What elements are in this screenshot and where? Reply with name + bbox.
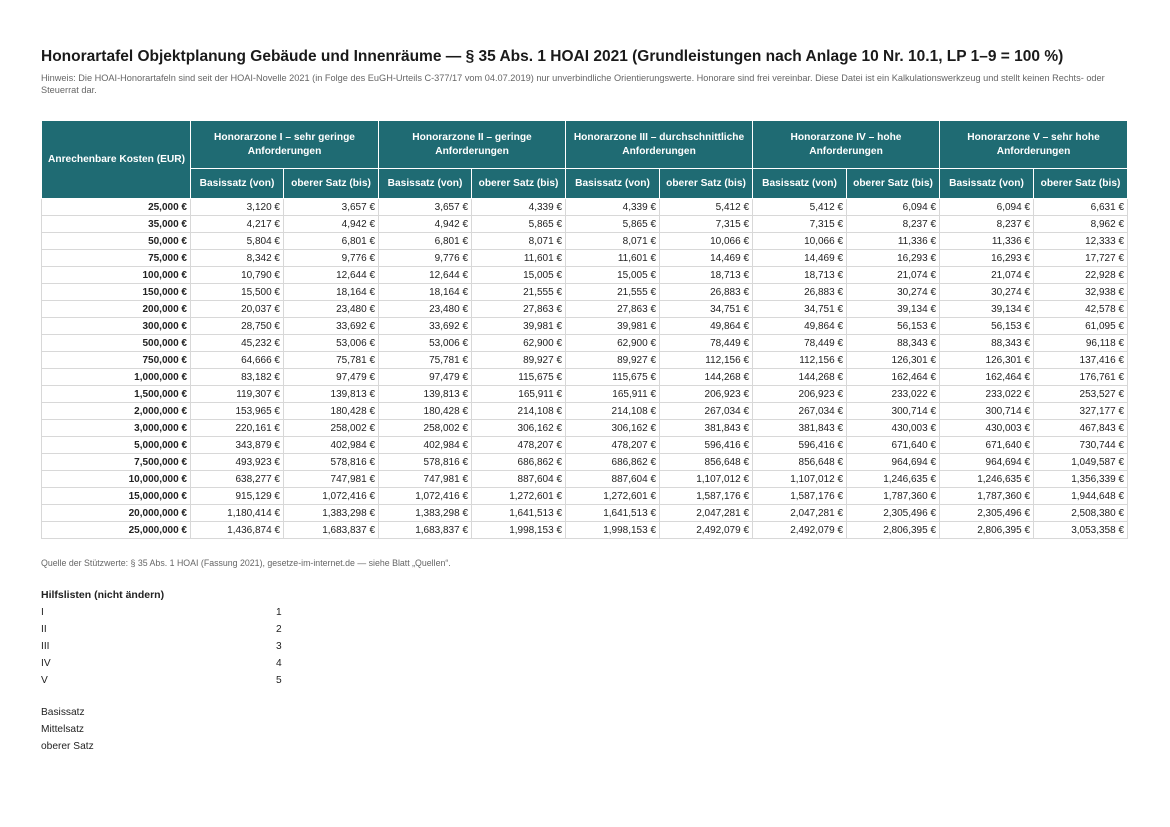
fee-cell: 1,436,874 € xyxy=(191,522,284,539)
table-row xyxy=(42,505,1128,522)
fee-cell: 4,217 € xyxy=(191,216,284,233)
fee-cell: 306,162 € xyxy=(566,420,660,437)
cost-cell: 15,000,000 € xyxy=(42,488,191,505)
rate-header: oberer Satz (bis) xyxy=(472,169,566,199)
fee-cell: 112,156 € xyxy=(753,352,847,369)
fee-cell: 747,981 € xyxy=(379,471,472,488)
fee-cell: 39,981 € xyxy=(566,318,660,335)
cost-cell: 50,000 € xyxy=(42,233,191,250)
helper-zone-value: 1 xyxy=(276,607,282,618)
rate-header: oberer Satz (bis) xyxy=(847,169,940,199)
fee-cell: 4,942 € xyxy=(284,216,379,233)
helper-zone-value: 3 xyxy=(276,641,282,652)
fee-cell: 686,862 € xyxy=(472,454,566,471)
fee-cell: 162,464 € xyxy=(940,369,1034,386)
fee-cell: 139,813 € xyxy=(284,386,379,403)
fee-cell: 2,806,395 € xyxy=(940,522,1034,539)
cost-cell: 150,000 € xyxy=(42,284,191,301)
rate-header: oberer Satz (bis) xyxy=(284,169,379,199)
fee-cell: 5,865 € xyxy=(472,216,566,233)
fee-cell: 327,177 € xyxy=(1034,403,1128,420)
fee-cell: 4,339 € xyxy=(566,199,660,216)
fee-cell: 1,787,360 € xyxy=(940,488,1034,505)
fee-cell: 9,776 € xyxy=(284,250,379,267)
fee-cell: 23,480 € xyxy=(379,301,472,318)
fee-cell: 17,727 € xyxy=(1034,250,1128,267)
fee-cell: 78,449 € xyxy=(753,335,847,352)
fee-cell: 2,305,496 € xyxy=(940,505,1034,522)
zone-header: Honorarzone V – sehr hohe Anforderungen xyxy=(940,121,1128,169)
fee-cell: 7,315 € xyxy=(660,216,753,233)
fee-cell: 180,428 € xyxy=(379,403,472,420)
fee-cell: 33,692 € xyxy=(379,318,472,335)
fee-cell: 1,998,153 € xyxy=(566,522,660,539)
fee-cell: 39,981 € xyxy=(472,318,566,335)
rate-header: oberer Satz (bis) xyxy=(1034,169,1128,199)
fee-cell: 78,449 € xyxy=(660,335,753,352)
fee-cell: 139,813 € xyxy=(379,386,472,403)
fee-table xyxy=(41,120,1128,539)
fee-cell: 119,307 € xyxy=(191,386,284,403)
cost-cell: 1,000,000 € xyxy=(42,369,191,386)
fee-cell: 21,555 € xyxy=(472,284,566,301)
fee-cell: 1,246,635 € xyxy=(940,471,1034,488)
fee-cell: 2,047,281 € xyxy=(753,505,847,522)
fee-cell: 381,843 € xyxy=(753,420,847,437)
rate-header: Basissatz (von) xyxy=(566,169,660,199)
table-row xyxy=(42,250,1128,267)
fee-cell: 730,744 € xyxy=(1034,437,1128,454)
fee-cell: 1,356,339 € xyxy=(1034,471,1128,488)
fee-cell: 206,923 € xyxy=(660,386,753,403)
fee-cell: 596,416 € xyxy=(660,437,753,454)
helper-rate-item: Basissatz xyxy=(41,707,85,718)
fee-cell: 1,683,837 € xyxy=(379,522,472,539)
cost-cell: 20,000,000 € xyxy=(42,505,191,522)
fee-cell: 887,604 € xyxy=(566,471,660,488)
fee-cell: 1,944,648 € xyxy=(1034,488,1128,505)
helper-zone-label: III xyxy=(41,641,50,652)
fee-cell: 6,801 € xyxy=(284,233,379,250)
fee-cell: 1,641,513 € xyxy=(566,505,660,522)
fee-cell: 6,094 € xyxy=(847,199,940,216)
fee-cell: 97,479 € xyxy=(284,369,379,386)
fee-cell: 887,604 € xyxy=(472,471,566,488)
fee-cell: 26,883 € xyxy=(660,284,753,301)
fee-cell: 14,469 € xyxy=(753,250,847,267)
fee-cell: 115,675 € xyxy=(472,369,566,386)
fee-cell: 14,469 € xyxy=(660,250,753,267)
zone-header-row xyxy=(42,121,1128,169)
cost-cell: 10,000,000 € xyxy=(42,471,191,488)
fee-cell: 964,694 € xyxy=(847,454,940,471)
fee-cell: 9,776 € xyxy=(379,250,472,267)
helper-zone-value: 2 xyxy=(276,624,282,635)
helper-zone-value: 4 xyxy=(276,658,282,669)
fee-cell: 4,942 € xyxy=(379,216,472,233)
table-row xyxy=(42,216,1128,233)
page-title: Honorartafel Objektplanung Gebäude und Innenräume — § 35 Abs. 1 HOAI 2021 (Grundleistungen nach Anlage 10 Nr. 10.1, LP 1–9 = 100 %) xyxy=(41,48,1064,65)
fee-cell: 8,237 € xyxy=(940,216,1034,233)
cost-cell: 1,500,000 € xyxy=(42,386,191,403)
fee-cell: 32,938 € xyxy=(1034,284,1128,301)
cost-cell: 5,000,000 € xyxy=(42,437,191,454)
fee-cell: 402,984 € xyxy=(284,437,379,454)
fee-cell: 112,156 € xyxy=(660,352,753,369)
cost-cell: 25,000,000 € xyxy=(42,522,191,539)
fee-cell: 18,164 € xyxy=(284,284,379,301)
fee-cell: 1,180,414 € xyxy=(191,505,284,522)
fee-cell: 1,383,298 € xyxy=(379,505,472,522)
fee-cell: 39,134 € xyxy=(940,301,1034,318)
fee-cell: 478,207 € xyxy=(472,437,566,454)
cost-cell: 25,000 € xyxy=(42,199,191,216)
fee-cell: 62,900 € xyxy=(566,335,660,352)
fee-cell: 153,965 € xyxy=(191,403,284,420)
fee-cell: 253,527 € xyxy=(1034,386,1128,403)
table-row xyxy=(42,233,1128,250)
fee-cell: 165,911 € xyxy=(566,386,660,403)
fee-cell: 467,843 € xyxy=(1034,420,1128,437)
fee-cell: 671,640 € xyxy=(847,437,940,454)
fee-cell: 233,022 € xyxy=(847,386,940,403)
table-row xyxy=(42,437,1128,454)
helper-zone-value: 5 xyxy=(276,675,282,686)
fee-cell: 21,074 € xyxy=(847,267,940,284)
table-row xyxy=(42,318,1128,335)
fee-cell: 45,232 € xyxy=(191,335,284,352)
table-row xyxy=(42,454,1128,471)
rate-header: Basissatz (von) xyxy=(753,169,847,199)
fee-cell: 53,006 € xyxy=(284,335,379,352)
cost-cell: 3,000,000 € xyxy=(42,420,191,437)
fee-cell: 1,683,837 € xyxy=(284,522,379,539)
rate-header: oberer Satz (bis) xyxy=(660,169,753,199)
helper-rate-item: oberer Satz xyxy=(41,741,94,752)
fee-cell: 12,644 € xyxy=(379,267,472,284)
table-row xyxy=(42,284,1128,301)
fee-cell: 1,246,635 € xyxy=(847,471,940,488)
fee-cell: 5,865 € xyxy=(566,216,660,233)
fee-cell: 12,333 € xyxy=(1034,233,1128,250)
fee-cell: 137,416 € xyxy=(1034,352,1128,369)
fee-cell: 61,095 € xyxy=(1034,318,1128,335)
cost-cell: 300,000 € xyxy=(42,318,191,335)
fee-cell: 49,864 € xyxy=(660,318,753,335)
table-row xyxy=(42,403,1128,420)
fee-cell: 2,806,395 € xyxy=(847,522,940,539)
corner-header: Anrechenbare Kosten (EUR) xyxy=(42,121,191,199)
table-row xyxy=(42,386,1128,403)
fee-cell: 20,037 € xyxy=(191,301,284,318)
fee-cell: 1,587,176 € xyxy=(660,488,753,505)
fee-cell: 578,816 € xyxy=(379,454,472,471)
fee-cell: 15,005 € xyxy=(566,267,660,284)
fee-cell: 267,034 € xyxy=(660,403,753,420)
fee-cell: 89,927 € xyxy=(566,352,660,369)
table-row xyxy=(42,471,1128,488)
fee-cell: 34,751 € xyxy=(753,301,847,318)
fee-cell: 53,006 € xyxy=(379,335,472,352)
fee-cell: 267,034 € xyxy=(753,403,847,420)
fee-cell: 8,071 € xyxy=(566,233,660,250)
rate-header-row xyxy=(42,169,1128,199)
fee-cell: 62,900 € xyxy=(472,335,566,352)
fee-cell: 11,336 € xyxy=(847,233,940,250)
fee-cell: 49,864 € xyxy=(753,318,847,335)
fee-cell: 1,787,360 € xyxy=(847,488,940,505)
helper-zone-label: V xyxy=(41,675,48,686)
fee-cell: 6,094 € xyxy=(940,199,1034,216)
fee-table-body xyxy=(42,199,1128,539)
fee-cell: 8,342 € xyxy=(191,250,284,267)
helper-zone-label: II xyxy=(41,624,47,635)
fee-cell: 42,578 € xyxy=(1034,301,1128,318)
fee-cell: 2,047,281 € xyxy=(660,505,753,522)
rate-header: Basissatz (von) xyxy=(379,169,472,199)
fee-cell: 3,120 € xyxy=(191,199,284,216)
fee-cell: 33,692 € xyxy=(284,318,379,335)
fee-cell: 258,002 € xyxy=(379,420,472,437)
fee-cell: 206,923 € xyxy=(753,386,847,403)
fee-cell: 2,492,079 € xyxy=(753,522,847,539)
fee-cell: 10,066 € xyxy=(753,233,847,250)
fee-cell: 220,161 € xyxy=(191,420,284,437)
fee-cell: 596,416 € xyxy=(753,437,847,454)
fee-cell: 6,801 € xyxy=(379,233,472,250)
fee-cell: 22,928 € xyxy=(1034,267,1128,284)
table-row xyxy=(42,267,1128,284)
fee-cell: 6,631 € xyxy=(1034,199,1128,216)
fee-cell: 12,644 € xyxy=(284,267,379,284)
fee-cell: 343,879 € xyxy=(191,437,284,454)
cost-cell: 750,000 € xyxy=(42,352,191,369)
fee-cell: 214,108 € xyxy=(472,403,566,420)
fee-cell: 126,301 € xyxy=(847,352,940,369)
fee-cell: 23,480 € xyxy=(284,301,379,318)
fee-cell: 402,984 € xyxy=(379,437,472,454)
fee-cell: 97,479 € xyxy=(379,369,472,386)
fee-cell: 18,713 € xyxy=(660,267,753,284)
fee-cell: 10,790 € xyxy=(191,267,284,284)
fee-cell: 430,003 € xyxy=(847,420,940,437)
fee-cell: 83,182 € xyxy=(191,369,284,386)
fee-cell: 4,339 € xyxy=(472,199,566,216)
fee-cell: 34,751 € xyxy=(660,301,753,318)
cost-cell: 35,000 € xyxy=(42,216,191,233)
rate-header: Basissatz (von) xyxy=(940,169,1034,199)
disclaimer-note: Hinweis: Die HOAI-Honorartafeln sind seit der HOAI-Novelle 2021 (in Folge des EuGH-Urteils C-377/17 vom 04.07.2019) nur unverbindliche Orientierungswerte. Honorare sind frei vereinbar. Diese Datei ist ein Kalkulationswerkzeug und stellt keinen Rechts- oder Steuerrat dar. xyxy=(41,73,1105,95)
cost-cell: 200,000 € xyxy=(42,301,191,318)
fee-cell: 64,666 € xyxy=(191,352,284,369)
cost-cell: 2,000,000 € xyxy=(42,403,191,420)
fee-cell: 300,714 € xyxy=(847,403,940,420)
fee-cell: 747,981 € xyxy=(284,471,379,488)
zone-header: Honorarzone III – durchschnittliche Anforderungen xyxy=(566,121,753,169)
fee-cell: 144,268 € xyxy=(660,369,753,386)
fee-cell: 1,641,513 € xyxy=(472,505,566,522)
table-row xyxy=(42,522,1128,539)
fee-cell: 26,883 € xyxy=(753,284,847,301)
zone-header: Honorarzone II – geringe Anforderungen xyxy=(379,121,566,169)
fee-cell: 16,293 € xyxy=(847,250,940,267)
fee-cell: 88,343 € xyxy=(847,335,940,352)
fee-cell: 306,162 € xyxy=(472,420,566,437)
fee-cell: 1,587,176 € xyxy=(753,488,847,505)
zone-header: Honorarzone I – sehr geringe Anforderungen xyxy=(191,121,379,169)
fee-cell: 75,781 € xyxy=(379,352,472,369)
fee-cell: 89,927 € xyxy=(472,352,566,369)
fee-cell: 15,005 € xyxy=(472,267,566,284)
fee-cell: 18,713 € xyxy=(753,267,847,284)
fee-cell: 7,315 € xyxy=(753,216,847,233)
fee-cell: 16,293 € xyxy=(940,250,1034,267)
source-note: Quelle der Stützwerte: § 35 Abs. 1 HOAI (Fassung 2021), gesetze-im-internet.de — siehe Blatt „Quellen“. xyxy=(41,558,451,568)
fee-cell: 381,843 € xyxy=(660,420,753,437)
fee-cell: 39,134 € xyxy=(847,301,940,318)
fee-cell: 30,274 € xyxy=(940,284,1034,301)
fee-cell: 1,072,416 € xyxy=(379,488,472,505)
fee-cell: 11,601 € xyxy=(566,250,660,267)
fee-cell: 126,301 € xyxy=(940,352,1034,369)
table-row xyxy=(42,335,1128,352)
table-row xyxy=(42,420,1128,437)
fee-cell: 856,648 € xyxy=(753,454,847,471)
fee-cell: 165,911 € xyxy=(472,386,566,403)
fee-cell: 1,383,298 € xyxy=(284,505,379,522)
fee-cell: 686,862 € xyxy=(566,454,660,471)
fee-cell: 964,694 € xyxy=(940,454,1034,471)
fee-cell: 1,072,416 € xyxy=(284,488,379,505)
fee-cell: 5,412 € xyxy=(753,199,847,216)
fee-cell: 1,049,587 € xyxy=(1034,454,1128,471)
fee-cell: 8,071 € xyxy=(472,233,566,250)
fee-cell: 75,781 € xyxy=(284,352,379,369)
rate-header: Basissatz (von) xyxy=(191,169,284,199)
fee-cell: 28,750 € xyxy=(191,318,284,335)
cost-cell: 500,000 € xyxy=(42,335,191,352)
cost-cell: 100,000 € xyxy=(42,267,191,284)
fee-cell: 27,863 € xyxy=(566,301,660,318)
fee-cell: 1,107,012 € xyxy=(660,471,753,488)
fee-cell: 30,274 € xyxy=(847,284,940,301)
table-row xyxy=(42,199,1128,216)
helper-lists-title: Hilfslisten (nicht ändern) xyxy=(41,589,165,601)
fee-cell: 3,657 € xyxy=(379,199,472,216)
fee-cell: 8,962 € xyxy=(1034,216,1128,233)
fee-cell: 3,657 € xyxy=(284,199,379,216)
cost-cell: 7,500,000 € xyxy=(42,454,191,471)
table-row xyxy=(42,301,1128,318)
fee-cell: 478,207 € xyxy=(566,437,660,454)
fee-cell: 56,153 € xyxy=(847,318,940,335)
fee-cell: 1,272,601 € xyxy=(566,488,660,505)
fee-cell: 2,305,496 € xyxy=(847,505,940,522)
helper-zone-label: I xyxy=(41,607,44,618)
fee-cell: 144,268 € xyxy=(753,369,847,386)
fee-cell: 493,923 € xyxy=(191,454,284,471)
table-row xyxy=(42,369,1128,386)
fee-cell: 3,053,358 € xyxy=(1034,522,1128,539)
fee-cell: 1,107,012 € xyxy=(753,471,847,488)
fee-cell: 88,343 € xyxy=(940,335,1034,352)
fee-cell: 856,648 € xyxy=(660,454,753,471)
fee-cell: 27,863 € xyxy=(472,301,566,318)
fee-cell: 18,164 € xyxy=(379,284,472,301)
fee-cell: 162,464 € xyxy=(847,369,940,386)
fee-cell: 1,272,601 € xyxy=(472,488,566,505)
fee-cell: 96,118 € xyxy=(1034,335,1128,352)
fee-cell: 671,640 € xyxy=(940,437,1034,454)
fee-cell: 180,428 € xyxy=(284,403,379,420)
cost-cell: 75,000 € xyxy=(42,250,191,267)
helper-zone-label: IV xyxy=(41,658,51,669)
fee-cell: 5,804 € xyxy=(191,233,284,250)
helper-rate-item: Mittelsatz xyxy=(41,724,85,735)
zone-header: Honorarzone IV – hohe Anforderungen xyxy=(753,121,940,169)
fee-cell: 578,816 € xyxy=(284,454,379,471)
fee-cell: 1,998,153 € xyxy=(472,522,566,539)
table-row xyxy=(42,488,1128,505)
fee-cell: 258,002 € xyxy=(284,420,379,437)
fee-cell: 915,129 € xyxy=(191,488,284,505)
fee-cell: 10,066 € xyxy=(660,233,753,250)
fee-cell: 300,714 € xyxy=(940,403,1034,420)
fee-cell: 21,555 € xyxy=(566,284,660,301)
fee-cell: 2,492,079 € xyxy=(660,522,753,539)
fee-cell: 11,601 € xyxy=(472,250,566,267)
fee-cell: 214,108 € xyxy=(566,403,660,420)
fee-cell: 115,675 € xyxy=(566,369,660,386)
fee-cell: 11,336 € xyxy=(940,233,1034,250)
fee-cell: 8,237 € xyxy=(847,216,940,233)
fee-cell: 638,277 € xyxy=(191,471,284,488)
fee-cell: 430,003 € xyxy=(940,420,1034,437)
fee-cell: 5,412 € xyxy=(660,199,753,216)
fee-cell: 21,074 € xyxy=(940,267,1034,284)
fee-cell: 233,022 € xyxy=(940,386,1034,403)
fee-cell: 56,153 € xyxy=(940,318,1034,335)
table-row xyxy=(42,352,1128,369)
fee-cell: 176,761 € xyxy=(1034,369,1128,386)
fee-cell: 2,508,380 € xyxy=(1034,505,1128,522)
fee-cell: 15,500 € xyxy=(191,284,284,301)
